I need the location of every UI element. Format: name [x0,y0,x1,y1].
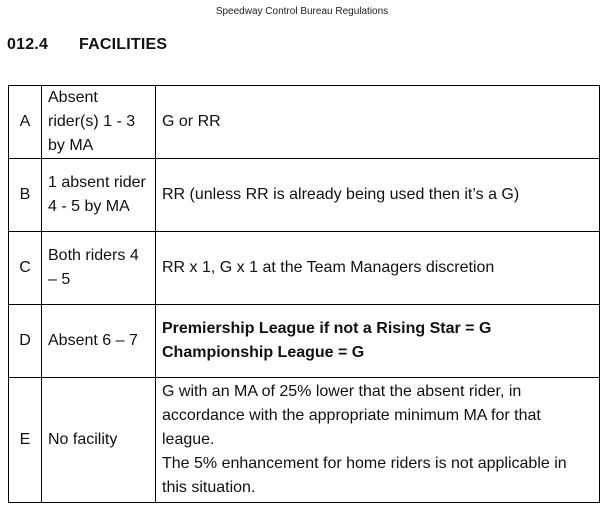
row-letter: A [9,86,42,159]
facility-line: Premiership League if not a Rising Star = G [162,320,492,337]
facility-line: Championship League = G [162,344,365,361]
row-condition: Both riders 4 – 5 [42,232,156,305]
table-row [9,86,600,159]
row-letter: C [9,232,42,305]
row-facility: RR x 1, G x 1 at the Team Managers discretion [156,232,600,305]
section-heading [7,36,167,54]
row-facility [156,305,600,378]
section-number: 012.4 [7,36,49,53]
facility-line: G with an MA of 25% lower that the absent rider, in accordance with the appropriate minimum MA for that league. [162,383,541,448]
row-condition: Absent rider(s) 1 - 3 by MA [42,86,156,159]
section-title: FACILITIES [79,36,168,53]
row-letter: B [9,159,42,232]
row-facility: G or RR [156,86,600,159]
row-condition: No facility [42,378,156,503]
row-facility [156,378,600,503]
row-letter: D [9,305,42,378]
table-row [9,378,600,503]
table-row [9,159,600,232]
row-condition: Absent 6 – 7 [42,305,156,378]
table-row [9,305,600,378]
row-facility: RR (unless RR is already being used then it’s a G) [156,159,600,232]
table-row [9,232,600,305]
facilities-table [8,85,600,503]
facility-line: The 5% enhancement for home riders is not applicable in this situation. [162,455,567,496]
row-letter: E [9,378,42,503]
row-condition: 1 absent rider 4 - 5 by MA [42,159,156,232]
running-header: Speedway Control Bureau Regulations [215,6,389,17]
